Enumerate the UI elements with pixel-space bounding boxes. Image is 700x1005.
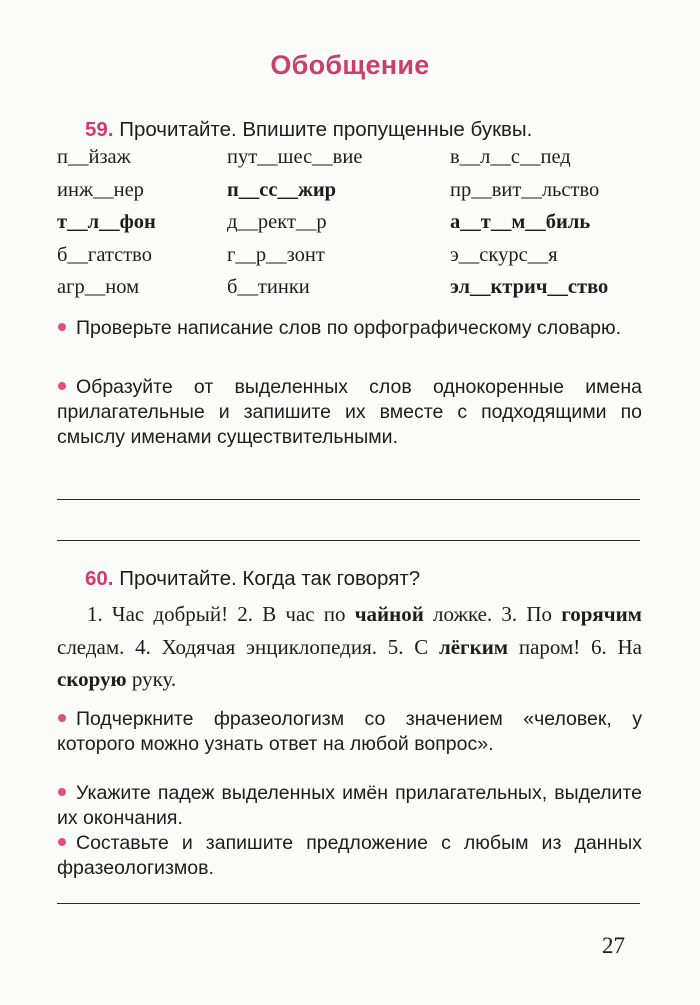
bullet-icon xyxy=(58,382,66,390)
word-with-gaps[interactable]: инж__нер xyxy=(57,178,144,201)
word-with-gaps[interactable]: э__скурс__я xyxy=(450,243,558,266)
exercise-59-task-2: Образуйте от выделенных слов однокоренные имена прилагательные и запишите их вместе с подходящими по смыслу именами существительными. xyxy=(57,376,642,448)
highlighted-word[interactable]: п__сс__жир xyxy=(227,178,337,201)
highlighted-adjective: чайной xyxy=(354,602,424,626)
bullet-icon xyxy=(58,714,66,722)
word-with-gaps[interactable]: д__рект__р xyxy=(227,211,327,233)
word-with-gaps[interactable]: п__йзаж xyxy=(57,146,131,168)
exercise-59-instruction: Прочитайте. Впишите пропущенные буквы. xyxy=(119,118,533,141)
answer-line[interactable] xyxy=(57,903,640,904)
exercise-60-header xyxy=(85,567,420,591)
bullet-icon xyxy=(58,323,66,331)
answer-line[interactable] xyxy=(57,499,640,500)
word-row xyxy=(57,244,657,277)
word-row xyxy=(57,146,657,179)
word-row xyxy=(57,211,657,244)
exercise-59-header xyxy=(85,118,532,142)
bullet-icon xyxy=(58,788,66,796)
word-with-gaps[interactable]: агр__ном xyxy=(57,276,140,298)
highlighted-word[interactable]: т__л__фон xyxy=(57,211,156,233)
word-row xyxy=(57,276,657,309)
exercise-60-instruction: Прочитайте. Когда так говорят? xyxy=(119,567,421,590)
word-with-gaps[interactable]: б__гатство xyxy=(57,243,152,266)
exercise-60-task-3: Составьте и запишите предложение с любым из данных фразеологизмов. xyxy=(57,832,642,879)
exercise-60-task-2: Укажите падеж выделенных имён прилагательных, выделите их окончания. xyxy=(57,782,642,829)
word-with-gaps[interactable]: г__р__зонт xyxy=(227,243,325,266)
page-number: 27 xyxy=(602,933,625,958)
highlighted-word[interactable]: а__т__м__биль xyxy=(450,211,591,233)
word-with-gaps[interactable]: пут__шес__вие xyxy=(227,146,363,168)
word-with-gaps[interactable]: пр__вит__льство xyxy=(450,178,600,201)
page-title: Обобщение xyxy=(270,50,430,80)
bullet-icon xyxy=(58,838,66,846)
exercise-59-task-1: Проверьте написание слов по орфографическому словарю. xyxy=(57,316,642,341)
exercise-60-task-1: Подчеркните фразеологизм со значением «человек, у которого можно узнать ответ на любой вопрос». xyxy=(57,708,642,755)
exercise-60-number: 60. xyxy=(85,567,114,590)
word-with-gaps[interactable]: б__тинки xyxy=(227,276,310,298)
highlighted-adjective: лёгким xyxy=(438,634,509,659)
highlighted-adjective: горячим xyxy=(561,602,642,626)
answer-line[interactable] xyxy=(57,540,640,541)
highlighted-adjective: скорую xyxy=(57,667,127,691)
highlighted-word[interactable]: эл__ктрич__ство xyxy=(450,276,609,298)
word-table xyxy=(57,146,657,309)
word-with-gaps[interactable]: в__л__с__пед xyxy=(450,146,571,168)
phraseologisms-text: 1. Час добрый! 2. В час по чайной ложке. 3. По горячим следам. 4. Ходячая энциклопедия. 5. С лёгким паром! 6. На скорую руку. xyxy=(57,602,642,691)
exercise-59-number: 59. xyxy=(85,118,114,141)
word-row xyxy=(57,179,657,212)
